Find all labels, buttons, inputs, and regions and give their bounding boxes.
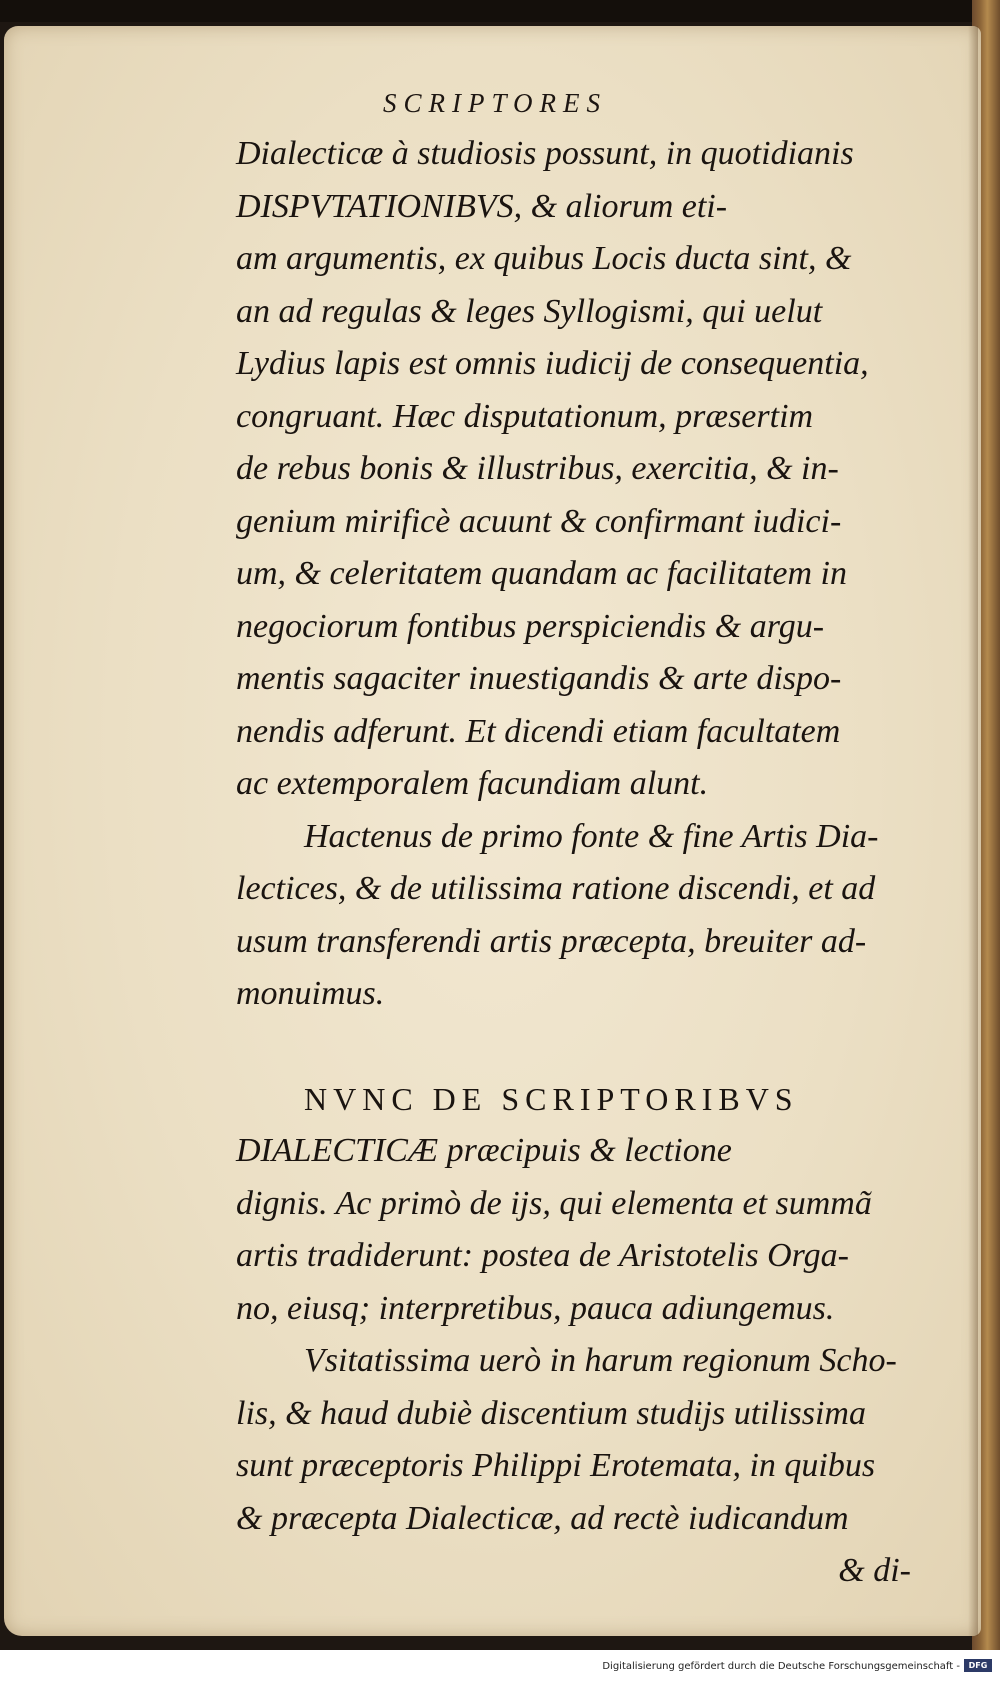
catchword: & di-	[838, 1552, 911, 1589]
text-line: usum transferendi artis præcepta, breuiter ad-	[236, 922, 867, 960]
text-line: lectices, & de utilissima ratione discendi, et ad	[236, 870, 876, 907]
digitization-footer	[0, 1650, 1000, 1684]
dfg-logo: DFG	[964, 1659, 992, 1672]
text-line: Dialecticæ à studiosis possunt, in quotidianis	[236, 135, 854, 172]
footer-credit: Digitalisierung gefördert durch die Deutsche Forschungsgemeinschaft -	[602, 1661, 960, 1672]
text-line: nendis adferunt. Et dicendi etiam facultatem	[236, 712, 841, 750]
text-line: sunt præceptoris Philippi Erotemata, in quibus	[236, 1447, 876, 1484]
text-line: DISPVTATIONIBVS, & aliorum eti-	[236, 187, 728, 225]
text-line: & præcepta Dialecticæ, ad rectè iudicandum	[236, 1499, 849, 1537]
paragraph-gap	[236, 1021, 921, 1073]
text-line: Lydius lapis est omnis iudicij de consequentia,	[236, 345, 869, 382]
text-line: um, & celeritatem quandam ac facilitatem in	[236, 555, 847, 592]
text-line: an ad regulas & leges Syllogismi, qui uelut	[236, 292, 823, 330]
text-line: ac extemporalem facundiam alunt.	[236, 765, 709, 802]
text-line: Vsitatissima uerò in harum regionum Scho-	[304, 1342, 897, 1379]
text-line: mentis sagaciter inuestigandis & arte dispo-	[236, 660, 842, 697]
text-line: de rebus bonis & illustribus, exercitia, & in-	[236, 450, 839, 487]
page-body-text	[236, 128, 921, 1598]
text-line: DIALECTICÆ præcipuis & lectione	[236, 1132, 732, 1169]
running-head: SCRIPTORES	[383, 88, 607, 118]
text-line: lis, & haud dubiè discentium studijs utilissima	[236, 1394, 866, 1432]
text-line: genium mirificè acuunt & confirmant iudici-	[236, 502, 842, 540]
text-line: NVNC DE SCRIPTORIBVS	[304, 1080, 799, 1117]
text-line: Hactenus de primo fonte & fine Artis Dia-	[304, 817, 879, 855]
text-line: no, eiusq; interpretibus, pauca adiungemus.	[236, 1289, 835, 1327]
text-line: monuimus.	[236, 975, 385, 1012]
text-line: dignis. Ac primò de ijs, qui elementa et summã	[236, 1184, 872, 1222]
top-dark-strip	[0, 0, 1000, 22]
text-line: artis tradiderunt: postea de Aristotelis Orga-	[236, 1237, 849, 1274]
text-line: negociorum fontibus perspiciendis & argu-	[236, 607, 825, 645]
text-line: am argumentis, ex quibus Locis ducta sint, &	[236, 240, 852, 277]
page-edge-shadow	[968, 26, 978, 1636]
text-line: congruant. Hæc disputationum, præsertim	[236, 397, 814, 435]
